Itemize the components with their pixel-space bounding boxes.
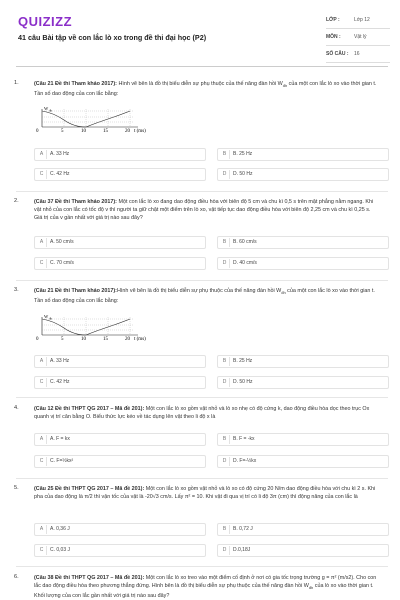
- option-letter: A: [37, 357, 47, 366]
- question-source: (Câu 25 Đề thi THPT QG 2017 – Mã đề 201):: [34, 486, 145, 492]
- option-d[interactable]: [217, 455, 389, 468]
- question-body: Một con lắc lò xo đang dao động điều hòa với biên độ 5 cm và chu kì 0,5 s trên mặt phẳng nằm ngang. Khi vật nhỏ của con lắc có tốc độ v thì người ta giữ chặt một điểm trên lò xo, vật tiếp tục dao động điều hòa với biên độ 2,25 cm và chu kì 0,25 s. Giá trị của v gần nhất với giá trị nào sau đây?: [34, 199, 374, 221]
- question-body: Một con lắc lò xo treo vào một điểm cố định ở nơi có gia tốc trọng trường g = π² (m/s2). Cho con lắc dao động điều hòa theo phương thẳng đứng. Hình bên là đồ thị biểu diễn sự phụ thuộc của thế năng đàn hồi W: [34, 575, 377, 589]
- question-body: Một con lắc lò xo gồm vật nhỏ và lò xo có độ cứng 20 N/m dao động điều hòa với chu kì 2 s. Khi pha của dao động là π/2 thì vận tốc của vật là -20√3 cm/s. Lấy π² = 10. Khi vật đi qua vị trí có li độ 3π (cm) thì động năng của con lắc là: [34, 486, 376, 500]
- tick-label: 20: [125, 337, 130, 341]
- worksheet-header: [0, 0, 400, 64]
- option-text: D. F=-½kx: [233, 458, 257, 464]
- option-c[interactable]: [34, 455, 206, 468]
- option-text: B. 0,72 J: [233, 526, 253, 532]
- question-source: (Câu 21 Đề thi Tham khảo 2017):: [34, 288, 117, 294]
- question-text: [34, 198, 379, 222]
- option-a[interactable]: [34, 523, 206, 536]
- option-text: A. 0,36 J: [50, 526, 70, 532]
- option-letter: D: [220, 378, 230, 387]
- meta-value: Vật lý: [354, 34, 367, 40]
- option-c[interactable]: [34, 544, 206, 557]
- grid: [42, 109, 134, 127]
- option-letter: C: [37, 546, 47, 555]
- meta-key: MÔN :: [326, 34, 341, 40]
- option-letter: D: [220, 259, 230, 268]
- option-d[interactable]: [217, 544, 389, 557]
- question-body: Hình vẽ bên là đồ thị biểu diễn sự phụ thuộc của thế năng đàn hồi W: [116, 288, 282, 294]
- question-divider: [16, 566, 388, 567]
- y-label-sub: đh: [49, 316, 52, 321]
- question-text: [34, 287, 379, 305]
- option-letter: C: [37, 457, 47, 466]
- question-body: của một con lắc lò xo vào thời gian t. Tần số dao động của con lắc bằng:: [34, 81, 377, 98]
- tick-label: 5: [61, 129, 64, 133]
- question-divider: [16, 478, 388, 479]
- option-text: D.0,18J: [233, 547, 251, 553]
- option-text: C. 0,03 J: [50, 547, 71, 553]
- option-a[interactable]: [34, 148, 206, 161]
- document-title: 41 câu Bài tập về con lắc lò xo trong đề thi đại học (P2): [18, 33, 207, 42]
- tick-label: 5: [61, 337, 64, 341]
- option-text: C. 42 Hz: [50, 379, 70, 385]
- option-text: C. 42 Hz: [50, 171, 70, 177]
- option-b[interactable]: [217, 148, 389, 161]
- option-text: B. F = -kx: [233, 436, 255, 442]
- quizizz-logo: QUIZIZZ: [18, 14, 73, 29]
- tick-label: 15: [103, 337, 108, 341]
- meta-key: LỚP :: [326, 17, 340, 23]
- option-b[interactable]: [217, 523, 389, 536]
- question-body: của một con lắc lò xo vào thời gian t. Tần số dao động của con lắc bằng:: [34, 288, 375, 305]
- question-text: [34, 405, 379, 421]
- option-b[interactable]: [217, 433, 389, 446]
- option-a[interactable]: [34, 355, 206, 368]
- question-text: [34, 485, 379, 501]
- option-d[interactable]: [217, 257, 389, 270]
- meta-value: Lớp 12: [354, 17, 370, 23]
- tick-label: 10: [81, 129, 86, 133]
- option-text: D. 40 cm/s: [233, 260, 257, 266]
- option-c[interactable]: [34, 168, 206, 181]
- x-label: t (ms): [134, 337, 146, 341]
- energy-time-graph: [34, 313, 154, 341]
- question-divider: [16, 397, 388, 398]
- question-source: (Câu 37 Đề thi Tham khảo 2017):: [34, 199, 117, 205]
- option-text: A. 50 cm/s: [50, 239, 74, 245]
- option-c[interactable]: [34, 376, 206, 389]
- question-number: 5.: [14, 485, 19, 491]
- question-text: [34, 574, 379, 600]
- option-text: C. 70 cm/s: [50, 260, 74, 266]
- question-text: [34, 80, 379, 98]
- y-label: W: [44, 106, 49, 111]
- x-label: t (ms): [134, 129, 146, 133]
- option-a[interactable]: [34, 236, 206, 249]
- energy-time-graph: [34, 105, 154, 133]
- option-letter: C: [37, 170, 47, 179]
- question-divider: [16, 191, 388, 192]
- option-letter: B: [220, 357, 230, 366]
- option-letter: B: [220, 435, 230, 444]
- option-a[interactable]: [34, 433, 206, 446]
- y-label-sub: đh: [49, 108, 52, 113]
- option-letter: A: [37, 435, 47, 444]
- question-source: (Câu 21 Đề thi Tham khảo 2017):: [34, 81, 117, 87]
- question-number: 6.: [14, 574, 19, 580]
- option-c[interactable]: [34, 257, 206, 270]
- option-letter: A: [37, 238, 47, 247]
- meta-table: [326, 12, 390, 63]
- question-body: của lò xo vào thời gian t. Khối lượng của con lắc gần nhất với giá trị nào sau đây?: [34, 583, 374, 600]
- question-number: 2.: [14, 198, 19, 204]
- meta-value: 16: [354, 51, 360, 57]
- question-source: (Câu 12 Đề thi THPT QG 2017 – Mã đề 201):: [34, 406, 145, 412]
- option-b[interactable]: [217, 355, 389, 368]
- question-number: 1.: [14, 80, 19, 86]
- option-text: B. 25 Hz: [233, 358, 253, 364]
- option-letter: B: [220, 525, 230, 534]
- meta-row-subject: [326, 29, 390, 46]
- subscript: đh: [308, 585, 314, 591]
- tick-label: 15: [103, 129, 108, 133]
- option-letter: A: [37, 150, 47, 159]
- grid: [42, 317, 134, 335]
- header-divider: [16, 66, 388, 67]
- question-number: 3.: [14, 287, 19, 293]
- question-body: Hình vẽ bên là đồ thị biểu diễn sự phụ thuộc của thế năng đàn hồi W: [116, 81, 283, 87]
- option-letter: A: [37, 525, 47, 534]
- option-d[interactable]: [217, 376, 389, 389]
- tick-label: 0: [36, 129, 39, 133]
- option-text: A. 33 Hz: [50, 358, 70, 364]
- tick-label: 0: [36, 337, 39, 341]
- option-letter: C: [37, 259, 47, 268]
- question-number: 4.: [14, 405, 19, 411]
- option-letter: D: [220, 170, 230, 179]
- graph-svg: [34, 313, 154, 341]
- question-body: Một con lắc lò xo gồm vật nhỏ và lò xo nhẹ có độ cứng k, dao động điều hòa dọc theo trục Ox quanh vị trí cân bằng O. Biểu thức lực kéo về tác dụng lên vật theo li độ x là: [34, 406, 370, 420]
- meta-row-class: [326, 12, 390, 29]
- option-text: C. F=½kx²: [50, 458, 74, 464]
- option-text: D. 50 Hz: [233, 379, 253, 385]
- option-letter: D: [220, 546, 230, 555]
- meta-row-count: [326, 46, 390, 63]
- tick-label: 10: [81, 337, 86, 341]
- tick-label: 20: [125, 129, 130, 133]
- option-letter: D: [220, 457, 230, 466]
- option-text: B. 60 cm/s: [233, 239, 257, 245]
- option-letter: C: [37, 378, 47, 387]
- subscript: đh: [281, 290, 286, 296]
- question-divider: [16, 280, 388, 281]
- option-d[interactable]: [217, 168, 389, 181]
- question-source: (Câu 38 Đề thi THPT QG 2017 – Mã đề 201):: [34, 575, 145, 581]
- option-text: A. F = kx: [50, 436, 70, 442]
- subscript: đh: [282, 83, 288, 89]
- meta-key: SỐ CÂU :: [326, 51, 349, 57]
- option-letter: B: [220, 238, 230, 247]
- option-text: B. 25 Hz: [233, 151, 253, 157]
- option-letter: B: [220, 150, 230, 159]
- option-b[interactable]: [217, 236, 389, 249]
- option-text: A. 33 Hz: [50, 151, 70, 157]
- option-text: D. 50 Hz: [233, 171, 253, 177]
- graph-svg: [34, 105, 154, 133]
- y-label: W: [44, 314, 49, 319]
